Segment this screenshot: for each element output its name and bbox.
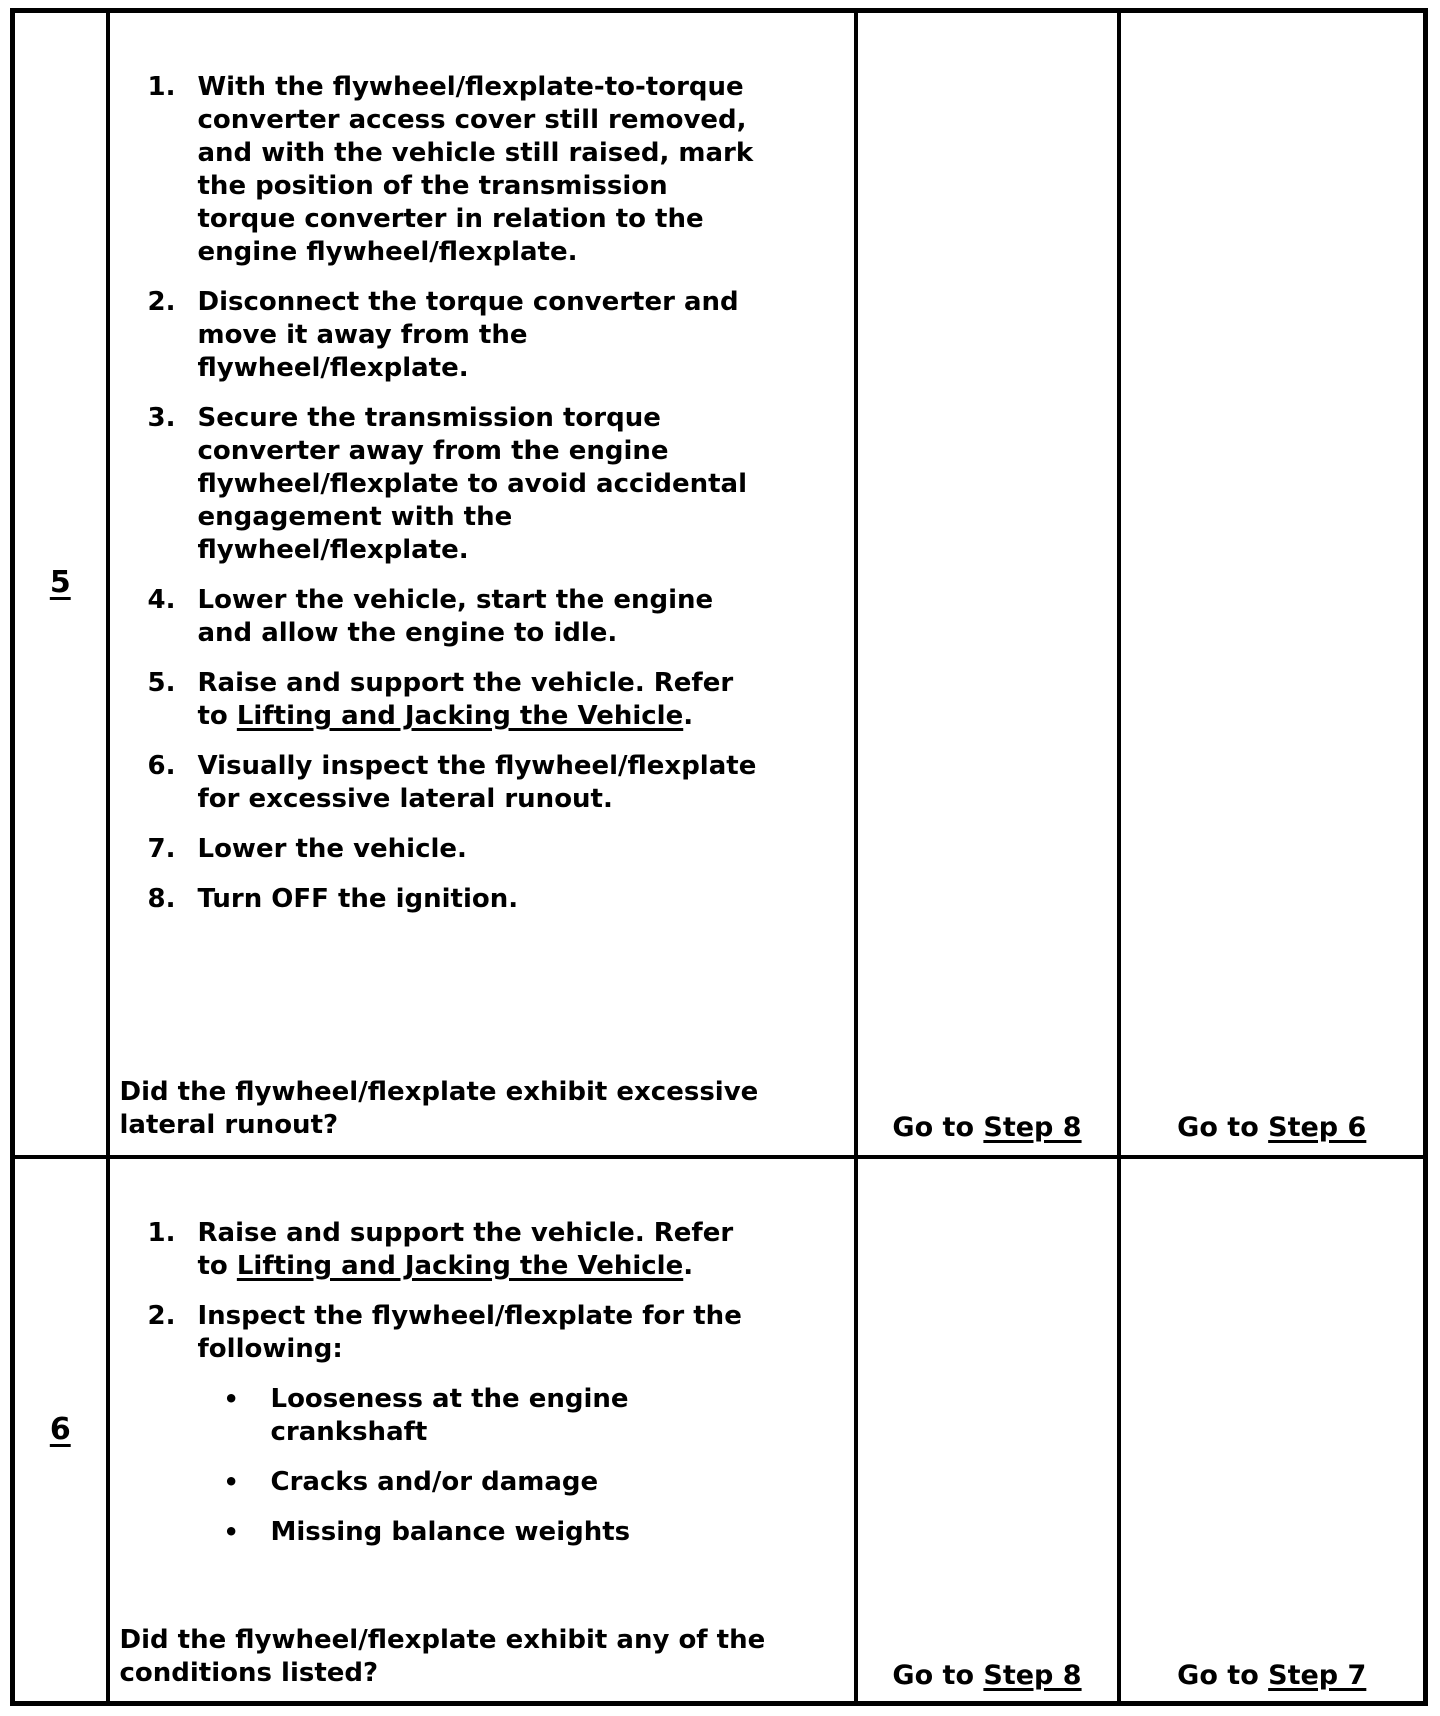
action-text-segment: Visually inspect the flywheel/flexplate for excessive lateral runout. <box>197 751 757 814</box>
no-step-link[interactable]: Step 6 <box>1268 1112 1367 1143</box>
no-cell <box>1119 11 1426 1157</box>
action-item-text <box>198 833 768 866</box>
action-text-segment: Raise and support the vehicle. Refer to <box>197 668 734 731</box>
action-item-number: 4. <box>147 585 176 615</box>
bullet-text: Cracks and/or damage <box>270 1466 599 1497</box>
yes-cell-content <box>858 13 1117 1152</box>
reference-link[interactable]: Lifting and Jacking the Vehicle <box>236 701 684 731</box>
bullet-icon: • <box>223 1517 239 1546</box>
action-text-segment: . <box>683 701 694 731</box>
no-cell-content <box>1121 1159 1424 1700</box>
action-text-segment: . <box>683 1250 694 1281</box>
bullet-text: Looseness at the engine crankshaft <box>270 1383 629 1447</box>
decision-table <box>10 8 1428 1706</box>
action-item-number: 3. <box>147 403 176 433</box>
action-cell <box>108 11 856 1157</box>
yes-goto-text: Go to Step 8 <box>892 1659 1082 1691</box>
bullet-item <box>224 1383 768 1449</box>
action-item-text <box>198 667 768 733</box>
action-item <box>148 402 842 567</box>
table-row <box>13 1157 1426 1704</box>
action-item-number: 2. <box>147 287 176 317</box>
action-steps <box>148 71 842 933</box>
bullet-item <box>224 1466 768 1499</box>
action-item-number: 8. <box>147 884 176 914</box>
action-item-number: 2. <box>147 1300 176 1331</box>
decision-table-body <box>13 11 1426 1704</box>
action-item-number: 7. <box>147 834 176 864</box>
bullet-icon: • <box>223 1467 239 1496</box>
question-text: Did the flywheel/flexplate exhibit any of the conditions listed? <box>119 1624 766 1688</box>
action-cell <box>108 1157 856 1704</box>
action-steps <box>148 1217 842 1566</box>
action-item <box>148 833 842 866</box>
action-text-segment: Turn OFF the ignition. <box>197 884 519 914</box>
action-item <box>148 1217 842 1283</box>
yes-step-link[interactable]: Step 8 <box>983 1659 1082 1691</box>
action-item-text <box>198 286 768 385</box>
action-cell-content <box>110 1159 854 1700</box>
action-item-number: 5. <box>147 668 176 698</box>
action-item-text <box>198 883 768 916</box>
action-item-text <box>198 750 768 816</box>
action-text-segment: Disconnect the torque converter and move it away from the flywheel/flexplate. <box>197 287 739 383</box>
reference-link[interactable]: Lifting and Jacking the Vehicle <box>236 1250 684 1281</box>
no-cell <box>1119 1157 1426 1704</box>
bullet-item <box>224 1516 768 1549</box>
action-item-text <box>198 1300 768 1549</box>
bullet-icon: • <box>223 1384 239 1413</box>
step-number-wrap <box>15 13 106 1152</box>
step-number-cell <box>13 11 108 1157</box>
no-goto-text: Go to Step 7 <box>1177 1659 1367 1691</box>
yes-cell <box>856 1157 1119 1704</box>
action-cell-content <box>110 13 854 1152</box>
action-item-text <box>198 402 768 567</box>
action-item-text <box>198 584 768 650</box>
action-text-segment: Inspect the flywheel/flexplate for the following: <box>197 1300 742 1364</box>
action-item-text <box>198 71 768 269</box>
action-text-segment: Lower the vehicle. <box>197 834 467 864</box>
yes-step-link[interactable]: Step 8 <box>983 1112 1082 1143</box>
action-item <box>148 1300 842 1549</box>
yes-cell <box>856 11 1119 1157</box>
no-cell-content <box>1121 13 1424 1152</box>
no-step-link[interactable]: Step 7 <box>1268 1659 1367 1691</box>
action-text-segment: With the flywheel/flexplate-to-torque converter access cover still removed, and with the vehicle still raised, mark the position of the transmission torque converter in relation to the engine flywheel/flexplate. <box>197 72 754 267</box>
action-item <box>148 883 842 916</box>
no-goto-text: Go to Step 6 <box>1177 1112 1367 1143</box>
step-number-link[interactable]: 6 <box>49 1411 71 1447</box>
action-item <box>148 584 842 650</box>
action-item-text <box>198 1217 768 1283</box>
step-number-wrap <box>15 1159 106 1700</box>
document-page <box>10 8 1428 1706</box>
question-text: Did the flywheel/flexplate exhibit excessive lateral runout? <box>119 1077 759 1140</box>
action-item <box>148 71 842 269</box>
yes-goto-text: Go to Step 8 <box>892 1112 1082 1143</box>
yes-cell-content <box>858 1159 1117 1700</box>
action-item <box>148 667 842 733</box>
action-item-number: 1. <box>147 1217 176 1248</box>
action-item <box>148 750 842 816</box>
action-text-segment: Lower the vehicle, start the engine and allow the engine to idle. <box>197 585 714 648</box>
action-text-segment: Raise and support the vehicle. Refer to <box>197 1217 734 1281</box>
action-item-number: 6. <box>147 751 176 781</box>
action-item <box>148 286 842 385</box>
action-item-number: 1. <box>147 72 176 102</box>
table-row <box>13 11 1426 1157</box>
step-number-link[interactable]: 5 <box>49 565 71 600</box>
action-text-segment: Secure the transmission torque converter away from the engine flywheel/flexplate to avoid accidental engagement with the flywheel/flexplate. <box>197 403 747 565</box>
step-number-cell <box>13 1157 108 1704</box>
bullet-text: Missing balance weights <box>270 1516 631 1547</box>
